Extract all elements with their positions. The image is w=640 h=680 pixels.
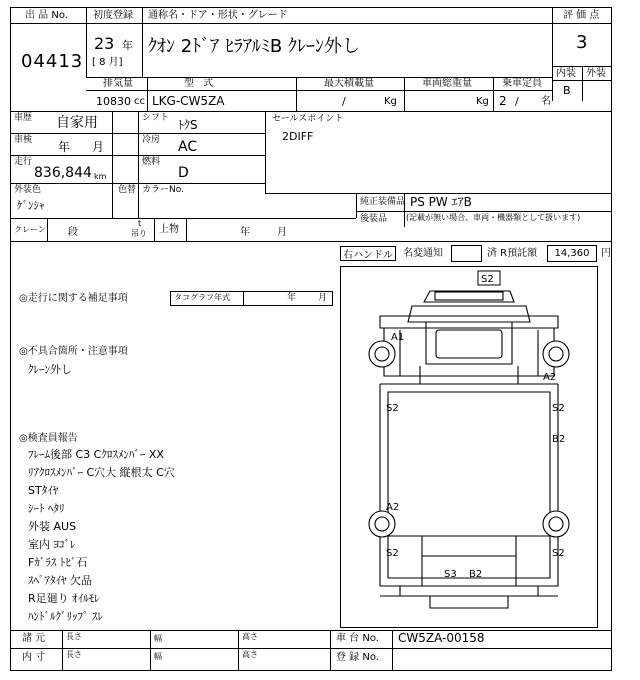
upper-label: 上物: [159, 224, 179, 235]
damage-code: B2: [552, 434, 566, 445]
ext-color: ｹﾞﾝｼｬ: [17, 199, 45, 212]
rule: [186, 218, 187, 241]
lot-number: 04413: [21, 51, 84, 72]
reg-year-unit: 年: [122, 39, 133, 52]
rule: [112, 111, 113, 218]
reg-month: [ 8 月]: [92, 57, 123, 68]
rule: [10, 648, 612, 649]
inspector-line: ﾌﾚｰﾑ後部 C3 Cｸﾛｽﾒﾝﾊﾞｰ XX: [28, 448, 164, 461]
defect-notes-title: ◎不具合箇所・注意事項: [19, 346, 128, 357]
exterior-grade-label: 外装: [586, 68, 606, 79]
interior-dims-label: 内 寸: [22, 652, 46, 663]
displacement-label: 排気量: [103, 78, 133, 89]
rule: [150, 630, 151, 671]
damage-code: S2: [386, 403, 399, 414]
crane-ton: t: [138, 219, 142, 228]
damage-code: S3: [444, 569, 457, 580]
damage-code: S2: [552, 403, 565, 414]
fuel: D: [178, 165, 189, 181]
rule: [138, 111, 139, 218]
rule: [62, 630, 63, 671]
tachograph-label: タコグラフ年式: [174, 293, 230, 302]
shift: ﾄｸS: [178, 118, 198, 132]
mileage-unit: km: [94, 172, 107, 181]
length-label: 長さ: [66, 650, 82, 659]
rule: [10, 183, 265, 184]
tachograph-month: 月: [318, 293, 328, 303]
displacement: 10830: [96, 95, 131, 108]
inspector-line: ｼｰﾄ ﾍﾀﾘ: [28, 502, 65, 515]
rule: [86, 77, 552, 78]
rule: [86, 23, 552, 24]
crane-label: クレーン: [14, 225, 46, 234]
inspector-line: ﾘｱｸﾛｽﾒﾝﾊﾞｰ C穴大 縦根太 C穴: [28, 466, 175, 479]
inspector-line: 外装 AUS: [28, 520, 77, 533]
fuel-label: 燃料: [142, 157, 161, 167]
model-description: ｸｵﾝ 2ﾄﾞｱ ﾋﾗｱﾙﾐB ｸﾚｰﾝ外し: [148, 36, 360, 57]
overall-grade: 3: [576, 32, 588, 53]
rule: [265, 111, 266, 193]
height-label: 高さ: [242, 632, 258, 641]
ac: AC: [178, 139, 198, 155]
capacity-slash: /: [515, 95, 519, 108]
first-reg-label: 初度登録: [93, 10, 133, 21]
capacity: 2: [499, 94, 507, 108]
max-load-label: 最大積載量: [324, 78, 374, 89]
rule: [10, 630, 612, 631]
genuine-equipment: PS PW ｴｱB: [410, 195, 472, 209]
rule: [356, 193, 357, 218]
crane-hang: 吊り: [131, 229, 147, 238]
recycle-unit: 円: [601, 248, 611, 259]
vehicle-damage-diagram: [340, 266, 598, 628]
rule: [330, 630, 331, 671]
rule: [392, 630, 393, 671]
damage-code: B2: [469, 569, 483, 580]
rule: [265, 193, 612, 194]
damage-code: A2: [543, 372, 557, 383]
mileage: 836,844: [34, 165, 92, 181]
rule: [10, 218, 356, 219]
history-label: 車歴: [14, 113, 33, 123]
rule: [296, 77, 297, 111]
gross-weight-unit: Kg: [476, 96, 489, 107]
rule: [582, 66, 583, 101]
reg-year: 23: [94, 34, 115, 53]
grade-label: 評 価 点: [563, 10, 600, 21]
rule: [10, 23, 86, 24]
max-load-slash: /: [342, 95, 346, 108]
color-no-label: カラーNo.: [142, 185, 184, 195]
damage-code: S2: [386, 548, 399, 559]
ext-color-label: 外装色: [14, 185, 42, 195]
sales-point: 2DIFF: [282, 130, 314, 143]
rule: [154, 218, 155, 241]
rule: [86, 90, 552, 91]
inspector-line: ｽﾍﾟｱﾀｲﾔ 欠品: [28, 574, 92, 587]
max-load-unit: Kg: [384, 96, 397, 107]
inspector-line: 室内 ﾖｺﾞﾚ: [28, 538, 76, 551]
recycle-amount: 14,360: [547, 245, 597, 262]
rule: [47, 218, 48, 241]
damage-code: A2: [386, 502, 400, 513]
rule: [86, 7, 87, 77]
rule: [552, 7, 553, 101]
rule: [493, 77, 494, 111]
damage-code: S2: [552, 548, 565, 559]
gross-weight-label: 車両総重量: [422, 78, 472, 89]
rule: [10, 155, 265, 156]
chassis-number: CW5ZA-00158: [398, 631, 485, 645]
rule: [238, 630, 239, 671]
rule: [142, 7, 143, 77]
shift-label: シフト: [142, 113, 170, 123]
interior-grade-label: 内装: [556, 68, 576, 79]
model-code-label: 型 式: [184, 78, 217, 89]
name-change-box: [451, 245, 482, 262]
rule: [147, 77, 148, 111]
inspector-line: R足廻り ｵｲﾙﾓﾚ: [28, 592, 100, 605]
capacity-label: 乗車定員: [502, 78, 542, 89]
aftermarket-note: (記載が無い場合、車両・機器類として扱います): [406, 213, 581, 222]
displacement-unit: cc: [134, 96, 145, 107]
inspection-year: 年: [58, 140, 71, 154]
chassis-label: 車 台 No.: [336, 633, 379, 644]
color-change-label: 色替: [118, 185, 137, 195]
damage-code: S2: [481, 274, 494, 285]
upper-month: 月: [277, 227, 287, 238]
registration-label: 登 録 No.: [336, 652, 379, 663]
upper-year: 年: [240, 227, 250, 238]
tachograph-year: 年: [287, 293, 297, 303]
rule: [552, 80, 612, 81]
model-desc-label: 通称名・ドア・形状・グレード: [148, 10, 288, 21]
rule: [404, 77, 405, 111]
length-label: 長さ: [66, 632, 82, 641]
inspector-line: Fｶﾞﾗｽ ﾄﾋﾞ石: [28, 556, 88, 569]
capacity-unit: 名: [541, 96, 551, 107]
model-code: LKG-CW5ZA: [152, 94, 225, 108]
genuine-equip-label: 純正装備品: [360, 197, 406, 207]
height-label: 高さ: [242, 650, 258, 659]
interior-grade: B: [563, 84, 571, 97]
ac-label: 冷房: [142, 135, 161, 145]
drive-notes-title: ◎走行に関する補足事項: [19, 293, 128, 304]
rule: [243, 291, 244, 306]
recycle-label: 済 R預託額: [487, 248, 538, 259]
rule: [552, 23, 612, 24]
inspection-month: 月: [92, 140, 105, 154]
inspector-report-title: ◎検査員報告: [19, 433, 78, 444]
defect-line: ｸﾚｰﾝ外し: [28, 363, 72, 376]
width-label: 幅: [154, 652, 162, 661]
lot-no-label: 出 品 No.: [25, 10, 68, 21]
dims-label: 諸 元: [22, 633, 46, 644]
crane-stage: 段: [68, 227, 78, 238]
mileage-label: 走行: [14, 157, 33, 167]
inspector-line: ﾊﾝﾄﾞﾙｸﾞﾘｯﾌﾟ ｽﾚ: [28, 610, 103, 623]
damage-code: A1: [391, 332, 405, 343]
rule: [10, 241, 612, 242]
rule: [356, 211, 612, 212]
aftermarket-label: 後装品: [360, 214, 388, 224]
inspector-line: STﾀｲﾔ: [28, 484, 59, 497]
inspection-label: 車検: [14, 135, 33, 145]
history: 自家用: [56, 115, 98, 131]
rule: [10, 111, 612, 112]
right-hand-flag: 右ハンドル: [340, 246, 396, 261]
sales-point-label: セールスポイント: [272, 114, 344, 124]
width-label: 幅: [154, 634, 162, 643]
name-change-label: 名変通知: [403, 248, 443, 259]
rule: [10, 133, 265, 134]
